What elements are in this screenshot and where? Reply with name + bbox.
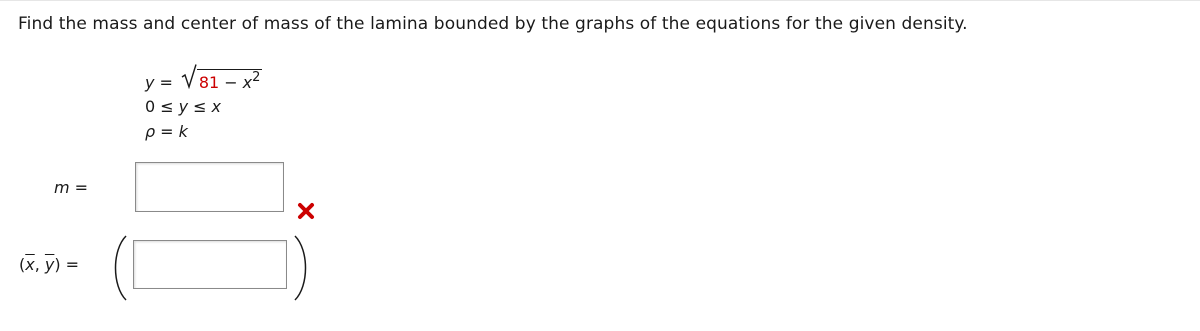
center-y-bar: $\overline{y}$ bbox=[44, 255, 55, 274]
center-of-mass-label bbox=[19, 255, 84, 274]
radical-sign-icon bbox=[181, 63, 197, 89]
center-open-paren: ( bbox=[19, 255, 26, 274]
eq1-var: x bbox=[242, 73, 253, 92]
square-root bbox=[181, 69, 263, 92]
eq2-le-2: ≤ bbox=[193, 97, 207, 116]
mass-label bbox=[54, 178, 93, 197]
eq1-exponent: 2 bbox=[252, 70, 261, 85]
mass-equals: = bbox=[74, 178, 88, 197]
radicand bbox=[197, 69, 263, 92]
left-paren-icon bbox=[108, 234, 130, 302]
center-equals: = bbox=[65, 255, 80, 274]
center-x-bar: $\overline{x}$ bbox=[25, 255, 35, 274]
center-of-mass-input[interactable] bbox=[133, 240, 287, 289]
center-close-paren: ) bbox=[54, 255, 61, 274]
eq2-mid: y bbox=[178, 97, 189, 116]
equation-density bbox=[145, 122, 188, 141]
eq3-equals: = bbox=[160, 122, 174, 141]
question-text: Find the mass and center of mass of the lamina bounded by the graphs of the equations for the given density. bbox=[18, 14, 968, 34]
top-divider bbox=[0, 0, 1200, 1]
mass-input[interactable] bbox=[135, 162, 284, 212]
center-comma: , bbox=[34, 255, 40, 274]
eq2-lower: 0 bbox=[145, 97, 156, 116]
eq1-equals: = bbox=[159, 73, 173, 92]
eq1-lhs: y bbox=[145, 73, 155, 92]
eq1-minus: − bbox=[224, 73, 238, 92]
mass-symbol: m bbox=[54, 178, 70, 197]
eq2-le-1: ≤ bbox=[160, 97, 174, 116]
eq3-rhs: k bbox=[178, 122, 188, 141]
eq3-lhs: ρ bbox=[145, 122, 156, 141]
eq2-upper: x bbox=[211, 97, 221, 116]
incorrect-x-icon bbox=[297, 202, 315, 220]
equation-bounds bbox=[145, 97, 221, 116]
right-paren-icon bbox=[291, 234, 313, 302]
eq1-constant: 81 bbox=[198, 73, 220, 92]
equation-curve bbox=[145, 69, 262, 92]
